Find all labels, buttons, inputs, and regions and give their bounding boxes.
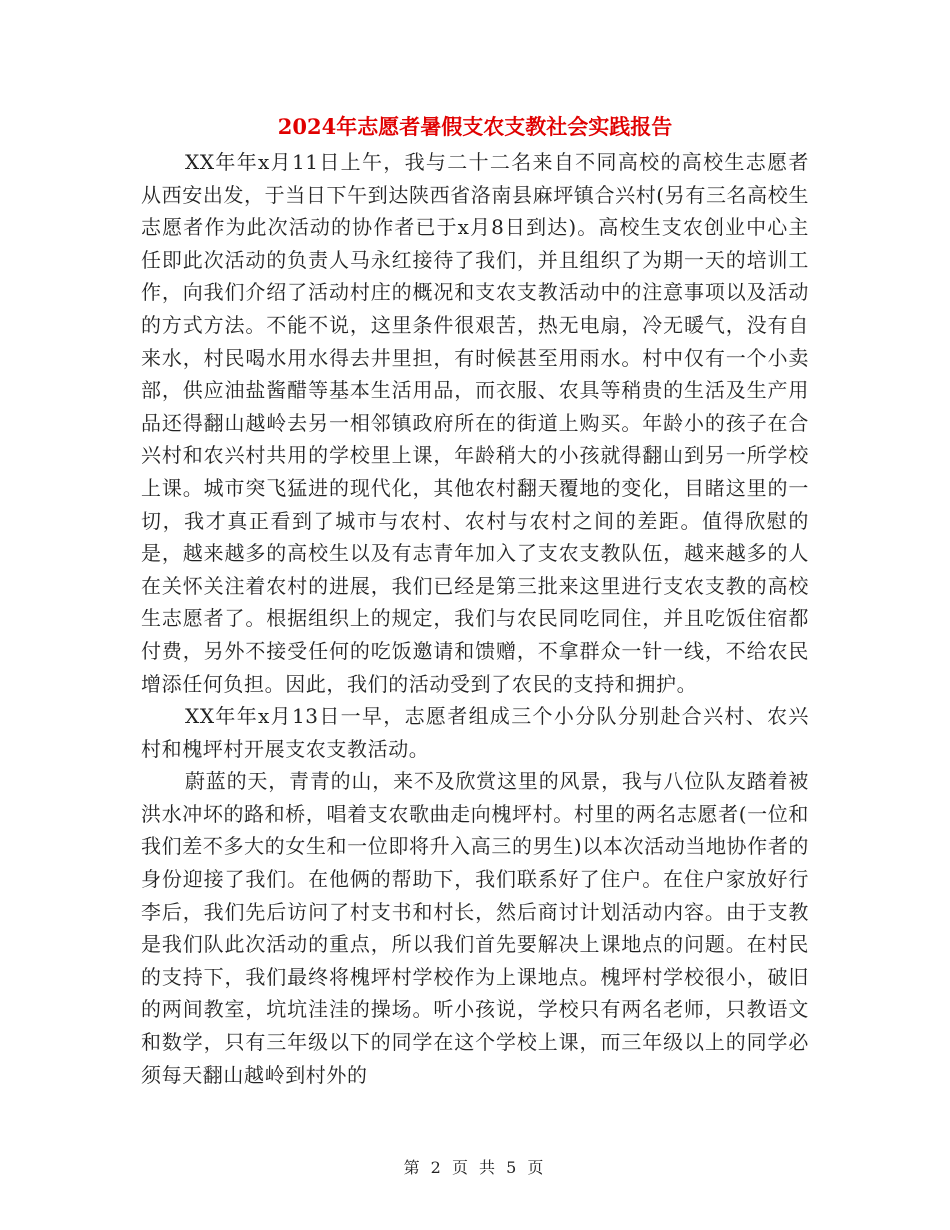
page-number-footer: 第 2 页 共 5 页 (403, 1158, 547, 1177)
document-title: 2024年志愿者暑假支农支教社会实践报告 (277, 114, 673, 139)
paragraph-2: XX年年x月13日一早，志愿者组成三个小分队分别赴合兴村、农兴村和槐坪村开展支农支教活动。 (141, 704, 809, 761)
paragraph-3: 蔚蓝的天，青青的山，来不及欣赏这里的风景，我与八位队友踏着被洪水冲坏的路和桥，唱着支农歌曲走向槐坪村。村里的两名志愿者(一位和我们差不多大的女生和一位即将升入高三的男生)以本次活动当地协作者的身份迎接了我们。在他俩的帮助下，我们联系好了住户。在住户家放好行李后，我们先后访问了村支书和村长，然后商讨计划活动内容。由于支教是我们队此次活动的重点，所以我们首先要解决上课地点的问题。在村民的支持下，我们最终将槐坪村学校作为上课地点。槐坪村学校很小，破旧的两间教室，坑坑洼洼的操场。听小孩说，学校只有两名老师，只教语文和数学，只有三年级以下的同学在这个学校上课，而三年级以上的同学必须每天翻山越岭到村外的 (141, 769, 809, 1087)
document-body (141, 146, 809, 1091)
paragraph-1: XX年年x月11日上午，我与二十二名来自不同高校的高校生志愿者从西安出发，于当日下午到达陕西省洛南县麻坪镇合兴村(另有三名高校生志愿者作为此次活动的协作者已于x月8日到达)。高校生支农创业中心主任即此次活动的负责人马永红接待了我们，并且组织了为期一天的培训工作，向我们介绍了活动村庄的概况和支农支教活动中的注意事项以及活动的方式方法。不能不说，这里条件很艰苦，热无电扇，冷无暖气，没有自来水，村民喝水用水得去井里担，有时候甚至用雨水。村中仅有一个小卖部，供应油盐酱醋等基本生活用品，而衣服、农具等稍贵的生活及生产用品还得翻山越岭去另一相邻镇政府所在的街道上购买。年龄小的孩子在合兴村和农兴村共用的学校里上课，年龄稍大的小孩就得翻山到另一所学校上课。城市突飞猛进的现代化，其他农村翻天覆地的变化，目睹这里的一切，我才真正看到了城市与农村、农村与农村之间的差距。值得欣慰的是，越来越多的高校生以及有志青年加入了支农支教队伍，越来越多的人在关怀关注着农村的进展，我们已经是第三批来这里进行支农支教的高校生志愿者了。根据组织上的规定，我们与农民同吃同住，并且吃饭住宿都付费，另外不接受任何的吃饭邀请和馈赠，不拿群众一针一线，不给农民增添任何负担。因此，我们的活动受到了农民的支持和拥护。 (141, 150, 809, 696)
